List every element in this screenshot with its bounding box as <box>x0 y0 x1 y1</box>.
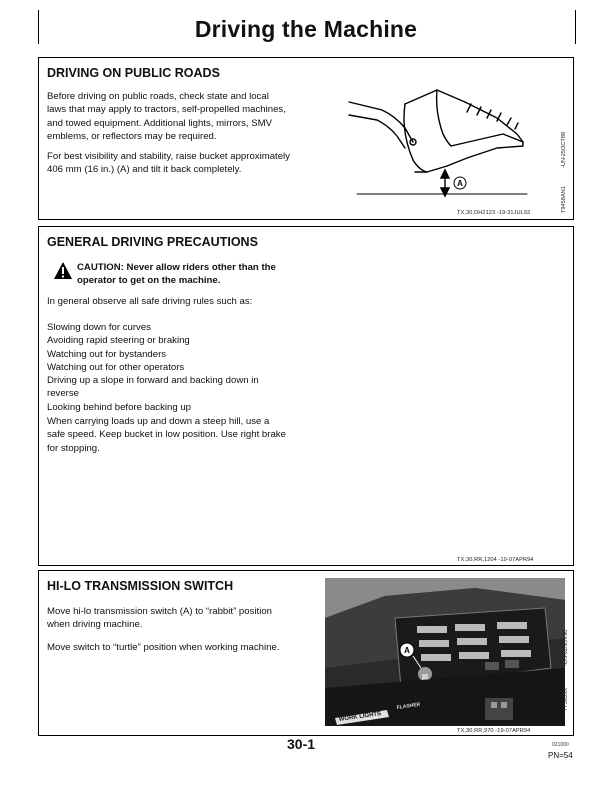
text-line: CAUTION: Never allow riders other than the <box>77 262 276 273</box>
text-line: Move hi-lo transmission switch (A) to “rabbit” position <box>47 606 272 617</box>
paragraph <box>47 90 286 143</box>
panel-label-flasher: FLASHER <box>396 701 421 711</box>
reference-code: TX,30,RR,1204 -19-07APR94 <box>457 557 534 563</box>
text-line: safe speed. Keep bucket in low position. Use right brake <box>47 429 286 441</box>
control-panel-photo <box>325 578 565 726</box>
list-item: Avoiding rapid steering or braking <box>47 335 190 347</box>
document-code: 021000 <box>552 742 569 748</box>
paragraph <box>47 605 272 632</box>
paragraph: Move switch to “turtle” position when working machine. <box>47 642 280 653</box>
reference-code: TX,30,RR,970 -19-07APR94 <box>457 728 531 734</box>
caution-message <box>77 261 276 287</box>
list-item: Driving up a slope in forward and backing down in <box>47 375 259 387</box>
reference-code: TX,30,DH2123 -19-31JUL92 <box>457 210 531 216</box>
pn-tag: PN=54 <box>548 751 573 760</box>
list-item: Slowing down for curves <box>47 322 151 333</box>
figure-id: T7395SX <box>563 687 569 711</box>
warning-icon <box>53 261 73 281</box>
section-hilo-switch <box>38 570 574 736</box>
section-title: GENERAL DRIVING PRECAUTIONS <box>47 235 258 249</box>
text-line: 406 mm (16 in.) (A) and tilt it back completely. <box>47 164 242 176</box>
text-line: operator to get on the machine. <box>77 275 221 286</box>
list-item: reverse <box>47 388 79 400</box>
rules-list <box>47 321 259 414</box>
paragraph <box>47 150 290 177</box>
page-title: Driving the Machine <box>194 16 418 42</box>
figure-callout-label: A <box>404 646 410 655</box>
figure-date: -UN-02NOV90 <box>563 629 569 666</box>
text-line: for stopping. <box>47 442 100 454</box>
text-line: when driving machine. <box>47 619 143 631</box>
text-line: When carrying loads up and down a steep hill, use a <box>47 416 270 427</box>
list-item: Watching out for other operators <box>47 361 185 373</box>
section-title: DRIVING ON PUBLIC ROADS <box>47 66 220 80</box>
list-item: Looking behind before backing up <box>47 401 192 413</box>
panel-label-work-lights: WORK LIGHTS <box>338 711 382 723</box>
text-line: Before driving on public roads, check state and local <box>47 91 269 102</box>
figure-callout-label: A <box>457 179 463 188</box>
figure-date: -UN-25OCT88 <box>561 131 567 168</box>
section-title: HI-LO TRANSMISSION SWITCH <box>47 579 234 593</box>
section-general-precautions <box>38 226 574 566</box>
text-line: For best visibility and stability, raise bucket approximately <box>47 151 290 162</box>
text-line: emblems, or reflectors may be required. <box>47 130 217 142</box>
intro-text: In general observe all safe driving rules such as: <box>47 296 253 307</box>
page-number: 30-1 <box>287 736 316 752</box>
paragraph <box>47 415 286 455</box>
text-line: laws that may apply to tractors, self-propelled machines, <box>47 104 286 116</box>
section-public-roads <box>38 57 574 220</box>
list-item: Watching out for bystanders <box>47 348 167 360</box>
figure-id: T9458AN1 <box>561 186 567 213</box>
text-line: and towed equipment. Additional lights, mirrors, SMV <box>47 117 273 129</box>
bucket-illustration <box>347 82 552 200</box>
